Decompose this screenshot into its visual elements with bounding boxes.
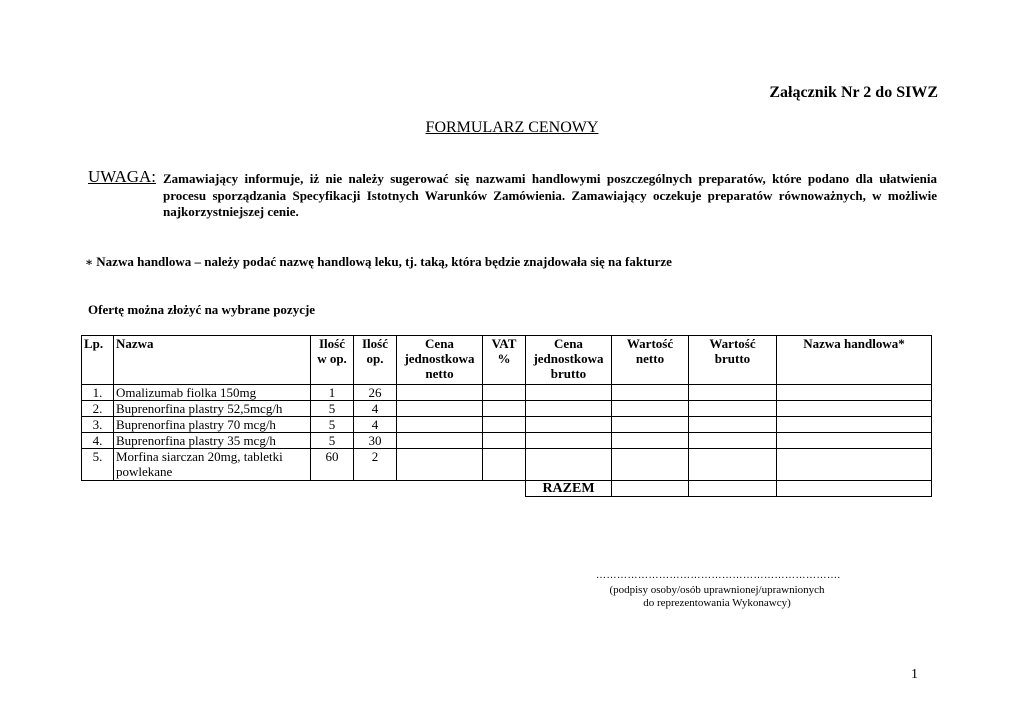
cell-vat[interactable] (483, 449, 526, 481)
cell-value-net[interactable] (612, 385, 689, 401)
attachment-label: Załącznik Nr 2 do SIWZ (769, 84, 938, 101)
cell-lp: 2. (82, 401, 114, 417)
table-row (82, 449, 932, 481)
cell-lp: 4. (82, 433, 114, 449)
cell-unit-gross[interactable] (526, 417, 612, 433)
cell-vat[interactable] (483, 433, 526, 449)
col-header-unit-net: Cena jednostkowa netto (397, 336, 483, 385)
cell-trade-name[interactable] (777, 449, 932, 481)
cell-unit-net[interactable] (397, 433, 483, 449)
col-header-qty-packs: Ilość op. (354, 336, 397, 385)
total-trade-name[interactable] (777, 481, 932, 497)
cell-name: Buprenorfina plastry 52,5mcg/h (114, 401, 311, 417)
signature-caption (596, 584, 838, 610)
cell-unit-gross[interactable] (526, 385, 612, 401)
cell-qty-packs: 4 (354, 417, 397, 433)
offer-note: Ofertę można złożyć na wybrane pozycje (88, 302, 316, 317)
cell-vat[interactable] (483, 401, 526, 417)
cell-unit-net[interactable] (397, 417, 483, 433)
cell-trade-name[interactable] (777, 433, 932, 449)
total-row (82, 481, 932, 497)
col-header-trade-name: Nazwa handlowa* (777, 336, 932, 385)
col-header-name: Nazwa (114, 336, 311, 385)
cell-unit-net[interactable] (397, 385, 483, 401)
cell-name: Morfina siarczan 20mg, tabletki powlekane (114, 449, 311, 481)
trade-name-note-text: Nazwa handlowa – należy podać nazwę handlową leku, tj. taką, która będzie znajdowała się na fakturze (96, 254, 672, 269)
cell-qty-packs: 30 (354, 433, 397, 449)
cell-value-gross[interactable] (689, 385, 777, 401)
cell-qty-packs: 4 (354, 401, 397, 417)
trade-name-note (85, 254, 672, 270)
price-table (81, 335, 932, 497)
asterisk-icon: ∗ (85, 255, 94, 269)
col-header-value-net: Wartość netto (612, 336, 689, 385)
form-title: FORMULARZ CENOWY (425, 119, 599, 136)
signature-caption-line: do reprezentowania Wykonawcy) (643, 597, 791, 609)
col-header-unit-gross: Cena jednostkowa brutto (526, 336, 612, 385)
table-row (82, 385, 932, 401)
cell-value-gross[interactable] (689, 449, 777, 481)
total-value-net[interactable] (612, 481, 689, 497)
cell-unit-gross[interactable] (526, 433, 612, 449)
total-label: RAZEM (526, 481, 612, 497)
cell-unit-net[interactable] (397, 449, 483, 481)
cell-qty-units: 1 (311, 385, 354, 401)
cell-value-gross[interactable] (689, 417, 777, 433)
cell-value-gross[interactable] (689, 401, 777, 417)
cell-lp: 5. (82, 449, 114, 481)
col-header-value-gross: Wartość brutto (689, 336, 777, 385)
page-number: 1 (911, 667, 918, 682)
cell-trade-name[interactable] (777, 385, 932, 401)
cell-name: Buprenorfina plastry 70 mcg/h (114, 417, 311, 433)
cell-vat[interactable] (483, 417, 526, 433)
cell-trade-name[interactable] (777, 401, 932, 417)
cell-qty-units: 5 (311, 433, 354, 449)
cell-unit-gross[interactable] (526, 401, 612, 417)
signature-line: ……………………………………………………………. (596, 570, 841, 581)
cell-trade-name[interactable] (777, 417, 932, 433)
col-header-qty-units: Ilość w op. (311, 336, 354, 385)
total-value-gross[interactable] (689, 481, 777, 497)
cell-qty-packs: 2 (354, 449, 397, 481)
signature-caption-line: (podpisy osoby/osób uprawnionej/uprawnionych (609, 584, 825, 596)
cell-qty-units: 5 (311, 417, 354, 433)
col-header-vat: VAT % (483, 336, 526, 385)
cell-vat[interactable] (483, 385, 526, 401)
cell-value-net[interactable] (612, 449, 689, 481)
table-header-row (82, 336, 932, 385)
cell-unit-gross[interactable] (526, 449, 612, 481)
notice-label: UWAGA: (88, 167, 156, 186)
cell-qty-units: 5 (311, 401, 354, 417)
table-row (82, 401, 932, 417)
table-row (82, 417, 932, 433)
cell-qty-packs: 26 (354, 385, 397, 401)
total-row-spacer (82, 481, 526, 497)
col-header-lp: Lp. (82, 336, 114, 385)
cell-lp: 1. (82, 385, 114, 401)
cell-value-net[interactable] (612, 417, 689, 433)
cell-value-net[interactable] (612, 401, 689, 417)
notice-text: Zamawiający informuje, iż nie należy sugerować się nazwami handlowymi poszczególnych preparatów, które podano dla ułatwienia procesu sporządzania Specyfikacji Istotnych Warunków Zamówienia. Zamawiający oczekuje preparatów równoważnych, w możliwie najkorzystniejszej cenie. (163, 171, 937, 219)
cell-name: Omalizumab fiolka 150mg (114, 385, 311, 401)
cell-unit-net[interactable] (397, 401, 483, 417)
table-row (82, 433, 932, 449)
cell-value-gross[interactable] (689, 433, 777, 449)
cell-name: Buprenorfina plastry 35 mcg/h (114, 433, 311, 449)
cell-lp: 3. (82, 417, 114, 433)
cell-qty-units: 60 (311, 449, 354, 481)
cell-value-net[interactable] (612, 433, 689, 449)
